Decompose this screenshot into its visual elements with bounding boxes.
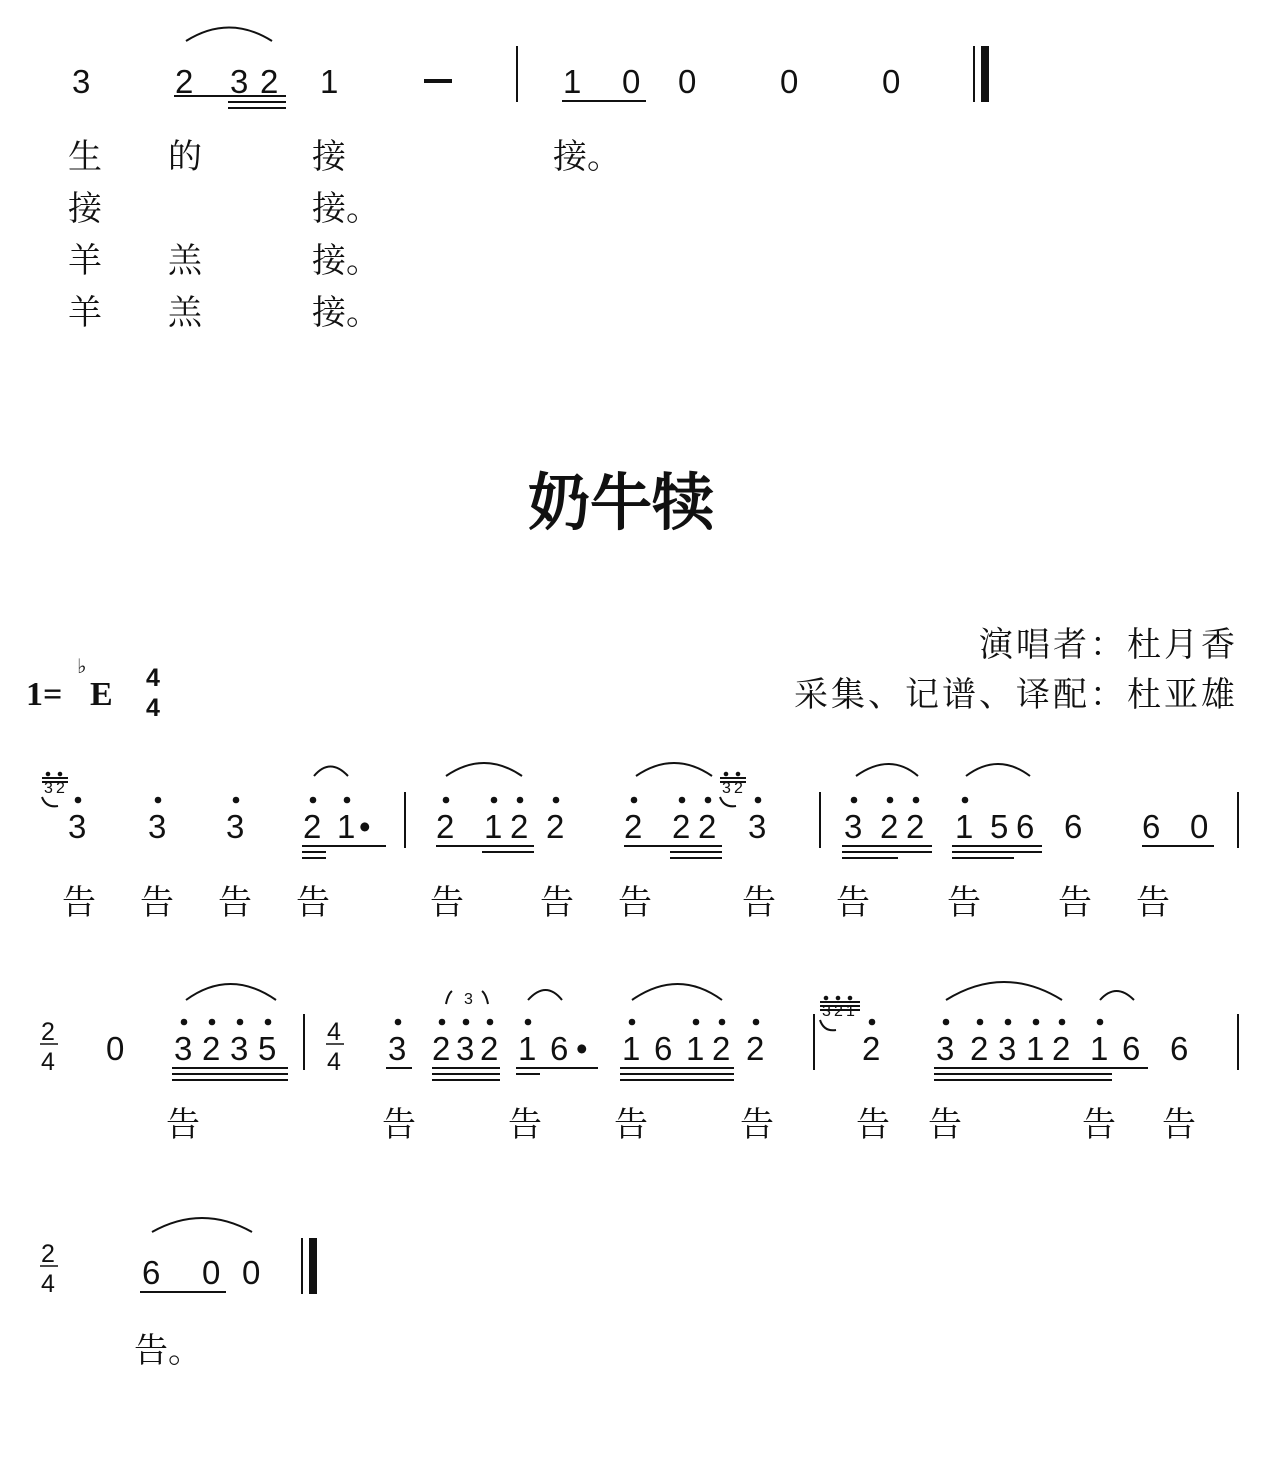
octave-dot	[943, 1019, 950, 1026]
octave-dot	[491, 797, 498, 804]
lyric: 接。	[312, 293, 380, 333]
lyric: 告	[140, 883, 174, 923]
note: 3	[456, 1030, 475, 1067]
octave-dot	[693, 1019, 700, 1026]
lyric: 羔	[168, 293, 202, 333]
note: 1	[1026, 1030, 1045, 1067]
note: 1	[320, 63, 339, 100]
note: 1	[518, 1030, 537, 1067]
note: 0	[882, 63, 901, 100]
note: 6	[1170, 1030, 1189, 1067]
note: 0	[106, 1030, 125, 1067]
lyric: 接	[68, 189, 102, 229]
time-signature-bottom: 4	[327, 1048, 341, 1076]
octave-dot	[525, 1019, 532, 1026]
octave-dot	[848, 996, 853, 1001]
lyric: 羔	[168, 241, 202, 281]
note: 2	[432, 1030, 451, 1067]
octave-dot	[443, 797, 450, 804]
note: 6	[1142, 808, 1161, 845]
octave-dot	[1097, 1019, 1104, 1026]
octave-dot	[887, 797, 894, 804]
octave-dot	[155, 797, 162, 804]
lyric: 的	[168, 137, 202, 177]
slur	[946, 982, 1062, 1000]
lyric: 告	[742, 883, 776, 923]
note: 3	[68, 808, 87, 845]
final-barline-thick	[309, 1238, 317, 1294]
note: 1	[337, 808, 356, 845]
time-signature-bottom: 4	[41, 1270, 55, 1298]
octave-dot	[233, 797, 240, 804]
note: 0	[242, 1254, 261, 1291]
octave-dot	[209, 1019, 216, 1026]
octave-dot	[629, 1019, 636, 1026]
lyric: 接。	[312, 189, 380, 229]
octave-dot	[344, 797, 351, 804]
octave-dot	[1059, 1019, 1066, 1026]
octave-dot	[869, 1019, 876, 1026]
note: 3	[230, 1030, 249, 1067]
note: 2	[862, 1030, 881, 1067]
note: 6	[550, 1030, 569, 1067]
slur	[1100, 991, 1134, 1000]
lyric: 告	[1058, 883, 1092, 923]
note: 3	[748, 808, 767, 845]
slur	[856, 764, 918, 776]
octave-dot	[736, 772, 741, 777]
note: 2	[672, 808, 691, 845]
lyric: 告	[740, 1105, 774, 1145]
score-page: 3 2 3 2 1 1 0 0 0 0 生 的 接 接。 接 接。 羊 羔 接。 羊 羔 接。 奶牛犊 演唱者：杜月香 采集、记谱、译配：杜亚雄 1= ♭ E 4 4 3 2 3 2 3 3 3 2 1 • 2 1 2 2 2 2 2 3 3 2 2 1 5 6 6 6 0 告 告 告 告 告 告 告 告 告 告 告 告 2 4 4 4 3 3 2 1 0 3 2 3 5 3 2 3 2 1 6 • 1 6 1 2 2 2 3 2 3 1 2 1 6 6 告 告 告 告 告 告 告 告 告 2 4 6 0 0 告。	[0, 0, 1278, 1460]
lyric: 告	[382, 1105, 416, 1145]
grace-note: 2	[734, 780, 743, 797]
grace-slur	[720, 797, 736, 806]
octave-dot	[463, 1019, 470, 1026]
lyric: 告	[1162, 1105, 1196, 1145]
note: 0	[780, 63, 799, 100]
lyric: 告	[856, 1105, 890, 1145]
grace-note: 2	[834, 1003, 843, 1020]
lyric: 接。	[553, 137, 621, 177]
lyric: 告	[618, 883, 652, 923]
note: 1	[622, 1030, 641, 1067]
note: 2	[175, 63, 194, 100]
note: 1	[1090, 1030, 1109, 1067]
octave-dot	[46, 772, 51, 777]
note: 2	[202, 1030, 221, 1067]
grace-note: 3	[44, 780, 53, 797]
note: 2	[712, 1030, 731, 1067]
octave-dot	[237, 1019, 244, 1026]
note: 3	[174, 1030, 193, 1067]
lyric: 告	[540, 883, 574, 923]
flat-sign: ♭	[77, 654, 87, 678]
slur	[186, 28, 272, 42]
time-signature-top: 4	[327, 1018, 341, 1046]
time-signature-top: 2	[41, 1240, 55, 1268]
grace-slur	[42, 797, 58, 806]
octave-dot	[755, 797, 762, 804]
note: 3	[72, 63, 91, 100]
note: 2	[480, 1030, 499, 1067]
lyric: 接	[312, 137, 346, 177]
note: 2	[970, 1030, 989, 1067]
octave-dot	[824, 996, 829, 1001]
slur	[152, 1218, 252, 1232]
note: 1	[563, 63, 582, 100]
note: 2	[624, 808, 643, 845]
grace-note: 3	[822, 1003, 831, 1020]
augmentation-dot: •	[576, 1030, 588, 1067]
lyric: 羊	[68, 241, 102, 281]
time-signature-top: 2	[41, 1018, 55, 1046]
octave-dot	[705, 797, 712, 804]
note: 6	[142, 1254, 161, 1291]
note: 6	[1122, 1030, 1141, 1067]
song-title: 奶牛犊	[528, 466, 715, 539]
octave-dot	[58, 772, 63, 777]
lyric: 告	[430, 883, 464, 923]
octave-dot	[913, 797, 920, 804]
lyric: 告	[508, 1105, 542, 1145]
note: 3	[148, 808, 167, 845]
lyric: 告	[62, 883, 96, 923]
note: 6	[1016, 808, 1035, 845]
note: 6	[654, 1030, 673, 1067]
time-signature-bottom: 4	[41, 1048, 55, 1076]
octave-dot	[487, 1019, 494, 1026]
octave-dot	[836, 996, 841, 1001]
note: 2	[746, 1030, 765, 1067]
octave-dot	[265, 1019, 272, 1026]
lyric: 告	[947, 883, 981, 923]
octave-dot	[724, 772, 729, 777]
lyric: 羊	[68, 293, 102, 333]
note: 2	[698, 808, 717, 845]
lyric: 告	[296, 883, 330, 923]
octave-dot	[631, 797, 638, 804]
octave-dot	[719, 1019, 726, 1026]
augmentation-dot: •	[359, 808, 371, 845]
note: 2	[880, 808, 899, 845]
note: 3	[230, 63, 249, 100]
triplet-bracket	[446, 991, 452, 1004]
note: 2	[1052, 1030, 1071, 1067]
grace-slur	[820, 1020, 836, 1030]
note: 3	[226, 808, 245, 845]
note: 2	[436, 808, 455, 845]
octave-dot	[962, 797, 969, 804]
lyric: 接。	[312, 241, 380, 281]
note: 3	[998, 1030, 1017, 1067]
note: 1	[686, 1030, 705, 1067]
lyric: 生	[68, 137, 102, 177]
octave-dot	[1005, 1019, 1012, 1026]
note: 3	[844, 808, 863, 845]
octave-dot	[75, 797, 82, 804]
lyric: 告	[166, 1105, 200, 1145]
triplet-mark: 3	[464, 991, 473, 1008]
note: 0	[202, 1254, 221, 1291]
slur	[186, 984, 276, 1000]
final-barline-thick	[981, 46, 989, 102]
grace-note: 2	[56, 780, 65, 797]
octave-dot	[1033, 1019, 1040, 1026]
note: 5	[990, 808, 1009, 845]
octave-dot	[395, 1019, 402, 1026]
octave-dot	[977, 1019, 984, 1026]
note: 2	[906, 808, 925, 845]
lyric: 告	[218, 883, 252, 923]
octave-dot	[181, 1019, 188, 1026]
grace-note: 1	[846, 1003, 855, 1020]
slur	[966, 764, 1030, 776]
note: 3	[388, 1030, 407, 1067]
triplet-bracket	[482, 991, 488, 1004]
note: 6	[1064, 808, 1083, 845]
octave-dot	[439, 1019, 446, 1026]
note: 1	[955, 808, 974, 845]
octave-dot	[310, 797, 317, 804]
octave-dot	[517, 797, 524, 804]
lyric: 告	[1082, 1105, 1116, 1145]
note: 0	[678, 63, 697, 100]
slur	[636, 763, 712, 776]
note: 5	[258, 1030, 277, 1067]
slur	[314, 767, 348, 777]
octave-dot	[553, 797, 560, 804]
octave-dot	[753, 1019, 760, 1026]
slur	[528, 990, 562, 1000]
lyric: 告	[836, 883, 870, 923]
singer-credit: 演唱者：杜月香	[979, 625, 1238, 665]
note: 0	[622, 63, 641, 100]
arranger-credit: 采集、记谱、译配：杜亚雄	[794, 675, 1238, 715]
octave-dot	[851, 797, 858, 804]
octave-dot	[679, 797, 686, 804]
note: 1	[484, 808, 503, 845]
lyric: 告。	[134, 1331, 202, 1371]
note: 3	[936, 1030, 955, 1067]
note: 2	[260, 63, 279, 100]
note: 0	[1190, 808, 1209, 845]
slur	[632, 984, 722, 1000]
lyric: 告	[1136, 883, 1170, 923]
lyric: 告	[614, 1105, 648, 1145]
grace-note: 3	[722, 780, 731, 797]
note: 2	[510, 808, 529, 845]
note: 2	[546, 808, 565, 845]
slur	[446, 763, 522, 776]
note: 2	[303, 808, 322, 845]
lyric: 告	[928, 1105, 962, 1145]
